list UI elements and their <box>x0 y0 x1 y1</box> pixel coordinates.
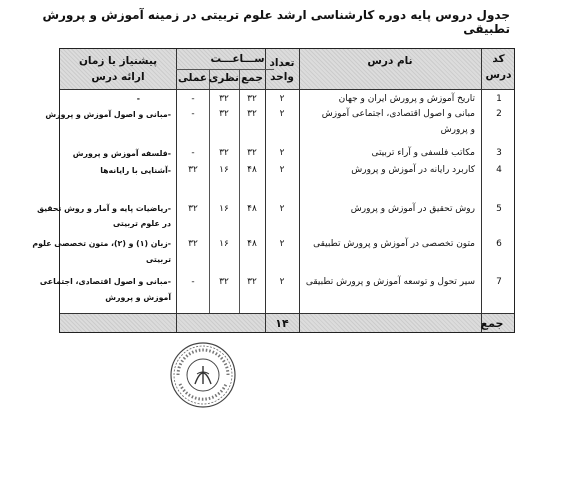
header-theory: نظری <box>208 72 239 84</box>
row-theory: ۱۶ <box>219 204 229 214</box>
row-code: 7 <box>496 277 502 287</box>
row-units: ۲ <box>279 148 285 158</box>
row-course-name: تاریخ آموزش و پرورش ایران و جهان <box>338 94 475 104</box>
row-prereq-cont: آموزش و پرورش <box>105 293 171 302</box>
row-course-name-cont: و پرورش <box>440 125 475 135</box>
row-course-name: سیر تحول و توسعه آموزش و پرورش تطبیقی <box>305 277 475 287</box>
row-code: 1 <box>496 94 502 104</box>
row-code: 3 <box>496 148 502 158</box>
row-course-name: کاربرد رایانه در آموزش و پرورش <box>351 165 475 175</box>
header-prereq: پیشنیاز یا زمان <box>78 55 158 67</box>
row-code: 4 <box>496 165 502 175</box>
footer-total-units: ۱۴ <box>275 317 289 330</box>
row-units: ۲ <box>279 204 285 214</box>
official-seal-icon <box>168 340 238 410</box>
footer-total-label: جمع <box>480 317 504 330</box>
row-total: ۳۲ <box>247 109 257 119</box>
row-prereq: -ریاضیات پایه و آمار و روش تحقیق <box>37 204 171 213</box>
header-hours: ســـاعـــت <box>210 53 265 65</box>
row-code: 6 <box>496 239 502 249</box>
row-prereq: - <box>136 94 140 103</box>
row-theory: ۱۶ <box>219 239 229 249</box>
header-practical: عملی <box>177 72 208 84</box>
header-course-name: نام درس <box>367 55 413 67</box>
row-practical: - <box>191 109 195 119</box>
row-theory: ۳۲ <box>219 94 229 104</box>
row-prereq: -فلسفه آموزش و پرورش <box>72 149 171 158</box>
row-theory: ۳۲ <box>219 148 229 158</box>
row-course-name: مکاتب فلسفی و آراء تربیتی <box>371 148 475 158</box>
row-total: ۳۲ <box>247 148 257 158</box>
row-total: ۴۸ <box>247 165 257 175</box>
row-prereq: -آشنایی با رایانه‌ها <box>100 166 171 175</box>
row-total: ۴۸ <box>247 204 257 214</box>
row-prereq-cont: تربیتی <box>146 255 171 264</box>
row-theory: ۱۶ <box>219 165 229 175</box>
row-units: ۲ <box>279 94 285 104</box>
row-practical: ۳۲ <box>188 204 198 214</box>
row-prereq: -مبانی و اصول اقتصادی، اجتماعی <box>39 277 171 286</box>
row-practical: - <box>191 148 195 158</box>
row-course-name: مبانی و اصول اقتصادی، اجتماعی آموزش <box>321 109 475 119</box>
row-units: ۲ <box>279 239 285 249</box>
row-units: ۲ <box>279 165 285 175</box>
header-total: جمع <box>241 72 263 84</box>
row-practical: ۳۲ <box>188 165 198 175</box>
row-theory: ۳۲ <box>219 277 229 287</box>
row-code: 5 <box>496 204 502 214</box>
header-code: کد <box>492 53 505 65</box>
row-code: 2 <box>496 109 502 119</box>
row-units: ۲ <box>279 277 285 287</box>
row-prereq-cont: در علوم تربیتی <box>113 219 171 228</box>
header-code-2: درس <box>485 69 512 81</box>
row-course-name: متون تخصصی در آموزش و پرورش تطبیقی <box>313 239 475 249</box>
row-practical: - <box>191 94 195 104</box>
row-prereq: -مبانی و اصول آموزش و پرورش <box>45 110 171 119</box>
row-practical: - <box>191 277 195 287</box>
header-prereq-2: ارائه درس <box>91 71 145 83</box>
page-title: جدول دروس پایه دوره کارشناسی ارشد علوم تربیتی در زمینه آموزش و پرورش تطبیقی <box>42 8 510 36</box>
header-units-2: واحد <box>270 71 294 83</box>
header-units: تعداد <box>269 57 295 69</box>
row-course-name: روش تحقیق در آموزش و پرورش <box>350 204 475 214</box>
row-theory: ۳۲ <box>219 109 229 119</box>
row-practical: ۳۲ <box>188 239 198 249</box>
row-total: ۴۸ <box>247 239 257 249</box>
row-total: ۳۲ <box>247 94 257 104</box>
row-units: ۲ <box>279 109 285 119</box>
row-prereq: -زبان (۱) و (۲)، متون تخصصی علوم <box>32 239 171 248</box>
row-total: ۳۲ <box>247 277 257 287</box>
courses-table <box>32 48 515 333</box>
